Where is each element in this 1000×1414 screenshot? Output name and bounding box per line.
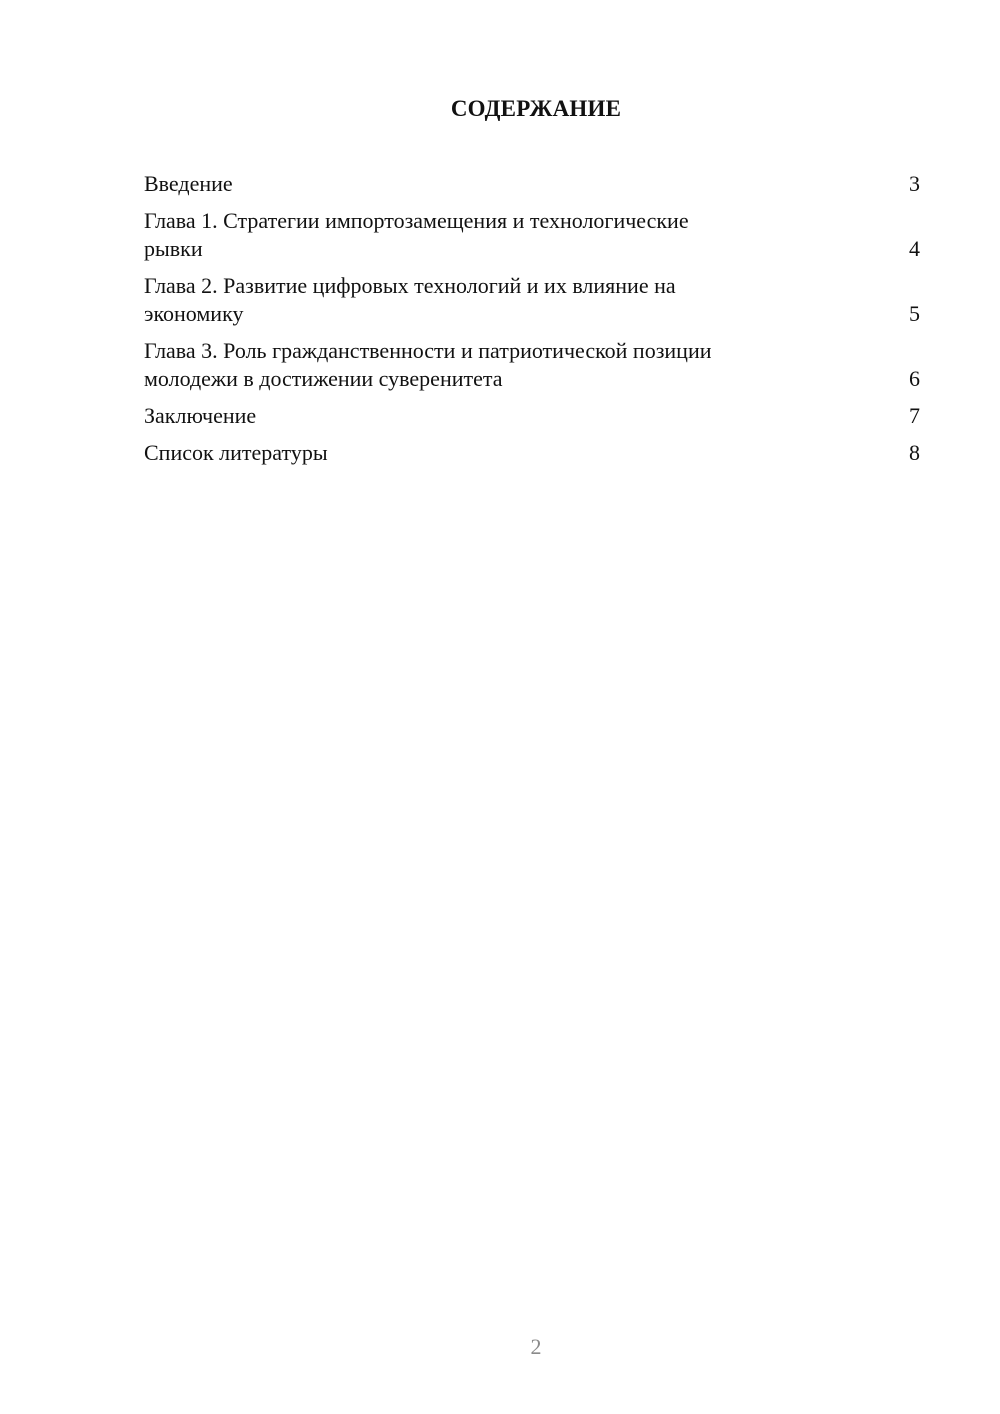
toc-title: СОДЕРЖАНИЕ [450, 96, 622, 121]
toc-entry-page-number: 8 [909, 440, 920, 465]
toc-entry-label-line: рывки [144, 236, 203, 261]
toc-entry-chapter-1 [144, 207, 920, 263]
toc-entry-chapter-3 [144, 337, 920, 393]
toc-entry-label [144, 272, 676, 328]
toc-entry-label-line: Список литературы [144, 440, 328, 465]
table-of-contents [144, 170, 920, 476]
toc-entry-page-number: 7 [909, 403, 920, 428]
toc-entry-label-line: Глава 2. Развитие цифровых технологий и их влияние на [144, 273, 676, 298]
toc-entry-page-number: 5 [909, 301, 920, 326]
toc-entry-page-number: 4 [909, 236, 920, 261]
toc-entry-label-line: Глава 1. Стратегии импортозамещения и технологические [144, 208, 689, 233]
toc-entry-label [144, 337, 712, 393]
toc-entry-label [144, 439, 328, 467]
toc-entry-introduction [144, 170, 920, 198]
toc-entry-label-line: Заключение [144, 403, 257, 428]
toc-entry-references [144, 439, 920, 467]
toc-entry-chapter-2 [144, 272, 920, 328]
toc-entry-label-line: экономику [144, 301, 244, 326]
toc-entry-label [144, 170, 233, 198]
page-number: 2 [530, 1334, 542, 1359]
toc-entry-label [144, 402, 256, 430]
toc-entry-conclusion [144, 402, 920, 430]
toc-entry-label [144, 207, 689, 263]
toc-entry-page-number: 3 [909, 171, 920, 196]
toc-entry-label-line: молодежи в достижении суверенитета [144, 366, 503, 391]
toc-entry-page-number: 6 [909, 366, 920, 391]
toc-entry-label-line: Глава 3. Роль гражданственности и патриотической позиции [144, 338, 712, 363]
toc-entry-label-line: Введение [144, 171, 233, 196]
